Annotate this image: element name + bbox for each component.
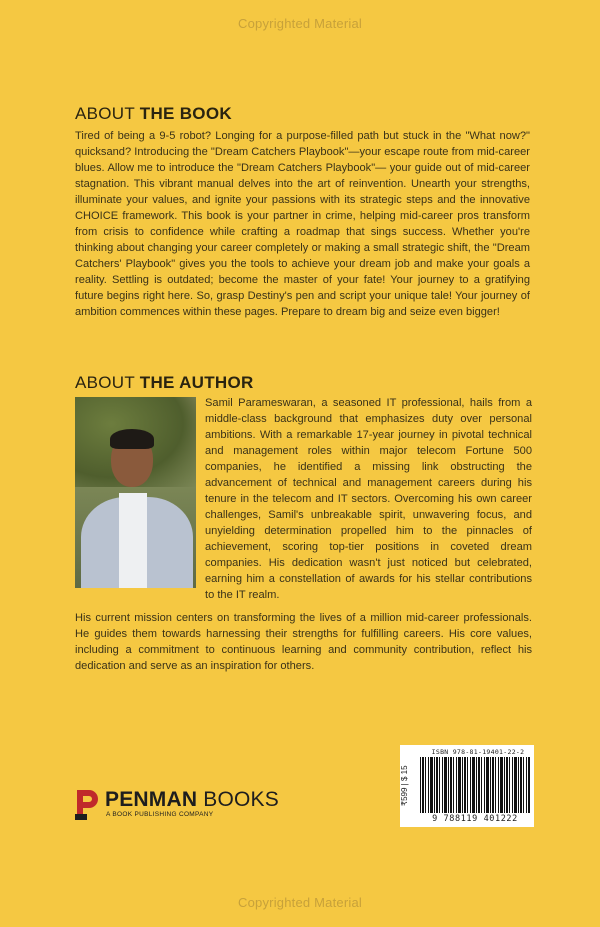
about-book-heading-bold: THE BOOK — [139, 104, 232, 123]
publisher-tagline: A BOOK PUBLISHING COMPANY — [106, 811, 214, 818]
isbn-label: ISBN 978-81-19401-22-2 — [431, 748, 525, 756]
price-label: ₹599 | $ 15 — [400, 765, 409, 807]
author-mission-text: His current mission centers on transforming the lives of a million mid-career professionals. He guides them towards harnessing their strengths for fulfilling careers. His core values, including a commitment to continuous learning and community contribution, reflect his dedication and serve as an inspiration for others. — [75, 612, 532, 672]
about-book-text: Tired of being a 9-5 robot? Longing for a purpose-filled path but stuck in the "What now?" quicksand? Introducing the "Dream Catchers Playbook"—your escape route from mid-career blues. Allow me to introduce the "Dream Catchers Playbook"— your guide out of mid-career stagnation. This vibrant manual delves into the art of reinvention. Unearth your strengths, illuminate your values, and ignite your passions with its strategic steps and the innovative CHOICE framework. This book is your partner in crime, helping mid-career pros transform from crisis to confidence while crafting a roadmap that sings success. Whether you're thinking about changing your career completely or making a small strategic shift, the "Dream Catchers' Playbook" gives you the tools to achieve your dream job and make your goals a reality. Settling is outdated; become the master of your fate! Your journey to a gratifying future begins right here. So, grasp Destiny's pen and script your unique tale! Your journey of ambition commences within these pages. Prepare to dream big and seize even bigger! — [75, 130, 530, 318]
publisher-name — [105, 788, 279, 812]
about-author-heading-light: ABOUT — [75, 373, 135, 392]
publisher-logo — [75, 786, 315, 826]
about-author-text: Samil Parameswaran, a seasoned IT professional, hails from a middle-class background that emphasizes duty over personal ambitions. With a remarkable 17-year journey in pivotal technical and management roles within major telecom Fortune 500 companies, he identified a missing link obstructing the advancement of technical and management careers during his tenure in the telecom and IT sectors. Overcoming his own career challenges, Samil's unbreakable spirit, unwavering focus, and unyielding determination propelled him to the pinnacles of achievement, scoring top-tier positions in coveted dream companies. His dedication wasn't just noticed but celebrated, earning him a constellation of awards for his stellar contributions to the IT realm. — [205, 397, 532, 601]
about-author-heading-bold: THE AUTHOR — [139, 373, 254, 392]
about-author-heading — [75, 373, 254, 393]
watermark-top: Copyrighted Material — [238, 16, 362, 31]
barcode-block — [400, 745, 534, 827]
isbn-digits: 9 788119 401222 — [432, 814, 518, 824]
about-book-heading-light: ABOUT — [75, 104, 135, 123]
publisher-name-bold: PENMAN — [105, 788, 198, 811]
barcode-bars — [420, 757, 530, 813]
about-book-heading — [75, 104, 232, 124]
watermark-bottom: Copyrighted Material — [238, 895, 362, 910]
author-photo — [75, 397, 196, 588]
publisher-name-light: BOOKS — [197, 788, 279, 811]
penman-logo-icon — [75, 788, 99, 822]
